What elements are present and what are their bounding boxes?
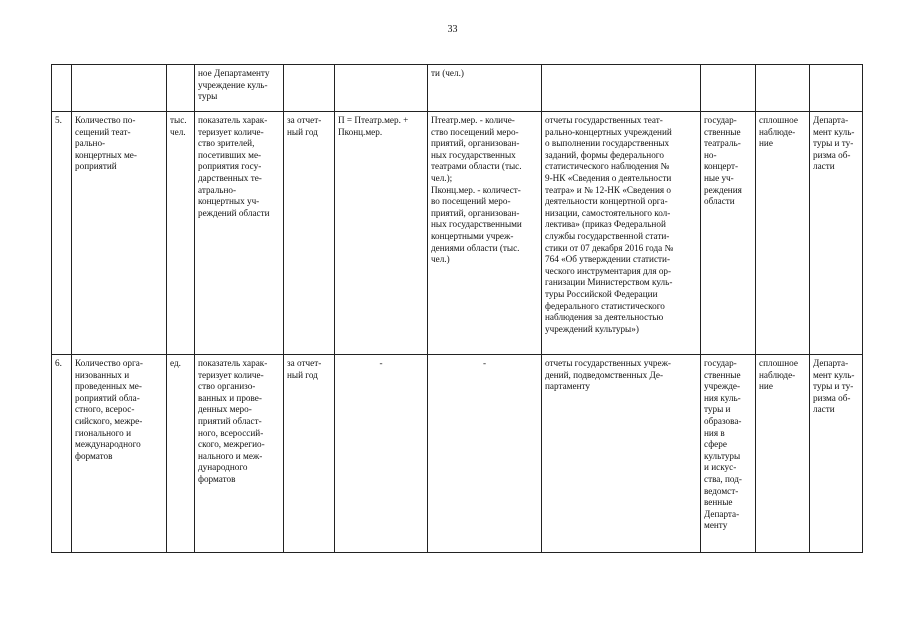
cell-source: отчеты государственных теат- рально-концертных учреждений о выполнении государственных заданий, формы федерального статистического наблюдения № 9-НК «Сведения о деятельности театра» и № 12-НК «Сведения о деятельности концертной орга- низации, самостоятельного кол- лектива» (приказ Федеральной службы государственной стати- стики от 07 декабря 2016 года № 764 «Об утверждении статисти- ческого инструментария для ор- ганизации Министерством куль- туры Российской Федерации федерального статистического наблюдения за деятельностью учреждений культуры») — [542, 112, 701, 355]
cell-method: сплошное наблюде- ние — [756, 112, 810, 355]
cell-unit — [167, 65, 195, 112]
cell-no: 6. — [52, 355, 72, 553]
cell-definition: ное Департаменту учреждение куль- туры — [195, 65, 284, 112]
cell-responsible: Департа- мент куль- туры и ту- ризма об- ласти — [810, 112, 863, 355]
cell-period — [284, 65, 335, 112]
cell-method: сплошное наблюде- ние — [756, 355, 810, 553]
cell-formula-notes: ти (чел.) — [428, 65, 542, 112]
cell-formula: - — [335, 355, 428, 553]
cell-source: отчеты государственных учреж- дений, подведомственных Де- партаменту — [542, 355, 701, 553]
cell-period: за отчет- ный год — [284, 355, 335, 553]
cell-formula-notes: Птеатр.мер. - количе- ство посещений меро- приятий, организован- ных государственных театрами области (тыс. чел.); Пконц.мер. - количест- во посещений меро- приятий, организован- ных государственными концертными учреж- дениями области (тыс. чел.) — [428, 112, 542, 355]
cell-formula: П = Птеатр.мер. + Пконц.мер. — [335, 112, 428, 355]
cell-unit: ед. — [167, 355, 195, 553]
cell-definition: показатель харак- теризует количе- ство организо- ванных и прове- денных меро- приятий област- ного, всероссий- ского, межрегио- нального и меж- дународного форматов — [195, 355, 284, 553]
cell-source — [542, 65, 701, 112]
cell-formula — [335, 65, 428, 112]
cell-definition: показатель харак- теризует количе- ство зрителей, посетивших ме- роприятия госу- дарственных те- атрально- концертных уч- реждений области — [195, 112, 284, 355]
cell-name — [72, 65, 167, 112]
cell-name: Количество по- сещений теат- рально- концертных ме- роприятий — [72, 112, 167, 355]
table-row — [52, 112, 863, 355]
cell-no: 5. — [52, 112, 72, 355]
table-row — [52, 355, 863, 553]
cell-period: за отчет- ный год — [284, 112, 335, 355]
indicators-table — [51, 64, 863, 553]
cell-resp-org — [701, 65, 756, 112]
cell-unit: тыс. чел. — [167, 112, 195, 355]
cell-no — [52, 65, 72, 112]
cell-responsible: Департа- мент куль- туры и ту- ризма об- ласти — [810, 355, 863, 553]
cell-responsible — [810, 65, 863, 112]
cell-formula-notes: - — [428, 355, 542, 553]
cell-name: Количество орга- низованных и проведенных ме- роприятий обла- стного, всерос- сийского, межре- гионального и международного форматов — [72, 355, 167, 553]
cell-resp-org: государ- ственные учрежде- ния куль- туры и образова- ния в сфере культуры и искус- ства, под- ведомст- венные Департа- менту — [701, 355, 756, 553]
page-number: 33 — [447, 24, 458, 35]
cell-method — [756, 65, 810, 112]
continuation-row — [52, 65, 863, 112]
cell-resp-org: государ- ственные театраль- но- концерт- ные уч- реждения области — [701, 112, 756, 355]
